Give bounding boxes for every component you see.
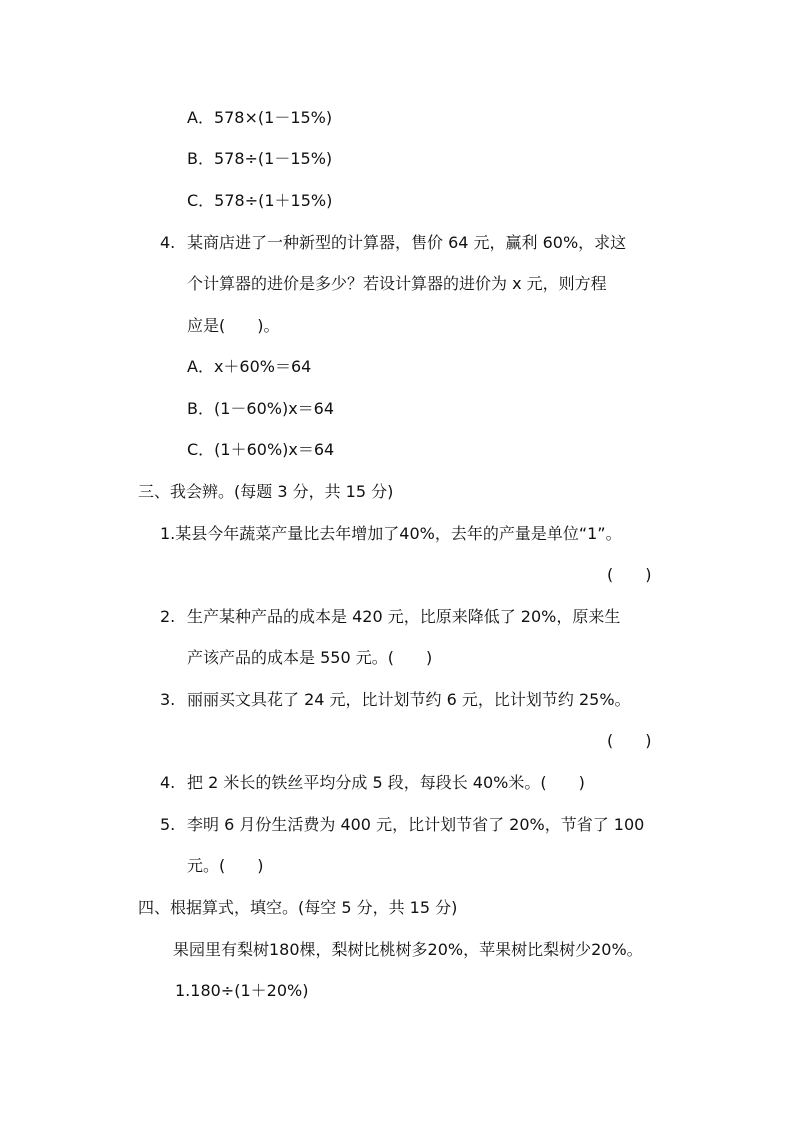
s3-item4-number: 4. — [160, 773, 176, 792]
section4-formula-1: 1.180÷(1＋20%) — [175, 981, 309, 1000]
q4-line2: 个计算器的进价是多少？若设计算器的进价为 x 元，则方程 — [187, 274, 607, 293]
s3-item4-line1: 把 2 米长的铁丝平均分成 5 段，每段长 40%米。( ) — [187, 773, 585, 792]
q4-line1: 某商店进了一种新型的计算器，售价 64 元，赢利 60%，求这 — [187, 233, 627, 252]
s3-item3-line1: 丽丽买文具花了 24 元，比计划节约 6 元，比计划节约 25%。 — [187, 690, 631, 709]
s3-item5-line1: 李明 6 月份生活费为 400 元，比计划节省了 20%，节省了 100 — [187, 815, 645, 834]
section3-title: 三、我会辨。(每题 3 分，共 15 分) — [138, 482, 394, 501]
s3-item5-line2: 元。( ) — [187, 856, 264, 875]
s3-item5-number: 5. — [160, 815, 176, 834]
s3-item2-number: 2. — [160, 607, 176, 626]
q4-number: 4. — [160, 233, 176, 252]
q4-option-c: C．(1＋60%)x＝64 — [187, 440, 335, 459]
q3-option-a: A．578×(1－15%) — [187, 108, 333, 127]
s3-item3-number: 3. — [160, 690, 176, 709]
s3-item2-line2: 产该产品的成本是 550 元。( ) — [187, 648, 433, 667]
q3-option-c: C．578÷(1＋15%) — [187, 191, 333, 210]
s3-item1-text: 1.某县今年蔬菜产量比去年增加了40%，去年的产量是单位“1”。 — [160, 524, 622, 543]
section4-title: 四、根据算式，填空。(每空 5 分，共 15 分) — [138, 898, 458, 917]
s3-item3-bracket: ( ) — [607, 731, 652, 750]
section4-intro: 果园里有梨树180棵，梨树比桃树多20%，苹果树比梨树少20%。 — [173, 940, 643, 959]
s3-item1-bracket: ( ) — [607, 565, 652, 584]
q4-option-b: B．(1－60%)x＝64 — [187, 399, 335, 418]
s3-item2-line1: 生产某种产品的成本是 420 元，比原来降低了 20%，原来生 — [187, 607, 621, 626]
q4-line3: 应是( )。 — [187, 316, 280, 335]
q3-option-b: B．578÷(1－15%) — [187, 149, 333, 168]
q4-option-a: A．x＋60%＝64 — [187, 357, 312, 376]
